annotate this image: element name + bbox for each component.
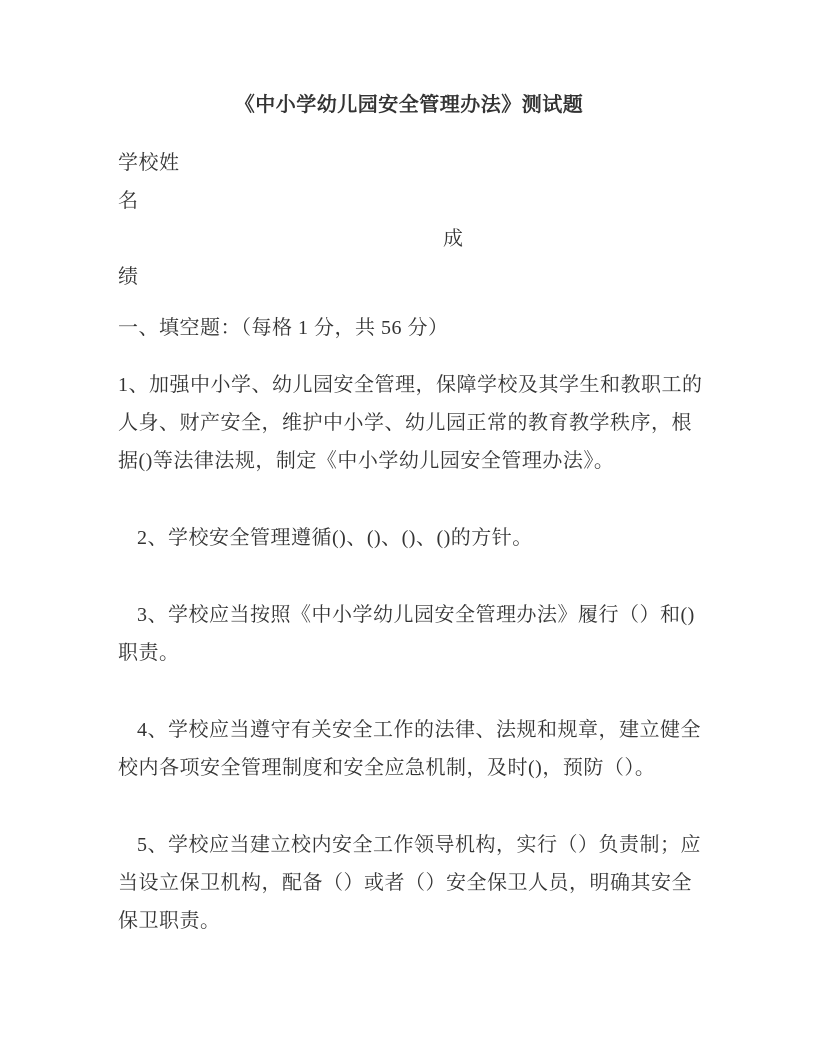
document-title: 《中小学幼儿园安全管理办法》测试题 — [234, 94, 584, 116]
question-line: 人身、财产安全，维护中小学、幼儿园正常的教育教学秩序，根 — [118, 412, 692, 434]
question-line: 2、学校安全管理遵循()、()、()、()的方针。 — [137, 527, 533, 549]
question-5 — [118, 826, 700, 940]
question-2 — [118, 519, 700, 557]
header-fields — [118, 144, 700, 296]
score-label-line2: 绩 — [118, 266, 139, 288]
question-line: 据()等法律法规，制定《中小学幼儿园安全管理办法》。 — [118, 450, 615, 472]
question-line: 校内各项安全管理制度和安全应急机制，及时()，预防（）。 — [118, 757, 656, 779]
question-line: 保卫职责。 — [118, 910, 221, 932]
score-label-line1: 成 — [443, 228, 464, 250]
question-line: 1、加强中小学、幼儿园安全管理，保障学校及其学生和教职工的 — [118, 374, 703, 396]
question-line: 3、学校应当按照《中小学幼儿园安全管理办法》履行（）和() — [137, 604, 695, 626]
question-4 — [118, 711, 700, 787]
question-3 — [118, 596, 700, 672]
question-1 — [118, 366, 703, 480]
question-line: 5、学校应当建立校内安全工作领导机构，实行（）负责制；应 — [137, 834, 701, 856]
question-line: 当设立保卫机构，配备（）或者（）安全保卫人员，明确其安全 — [118, 872, 692, 894]
question-line: 4、学校应当遵守有关安全工作的法律、法规和规章，建立健全 — [137, 719, 701, 741]
school-name-label-line2: 名 — [118, 190, 139, 212]
section-heading-fill-in-blanks: 一、填空题：（每格 1 分，共 56 分） — [118, 317, 449, 339]
document-content — [118, 0, 703, 940]
school-name-label-line1: 学校姓 — [118, 152, 180, 174]
question-line: 职责。 — [118, 642, 180, 664]
